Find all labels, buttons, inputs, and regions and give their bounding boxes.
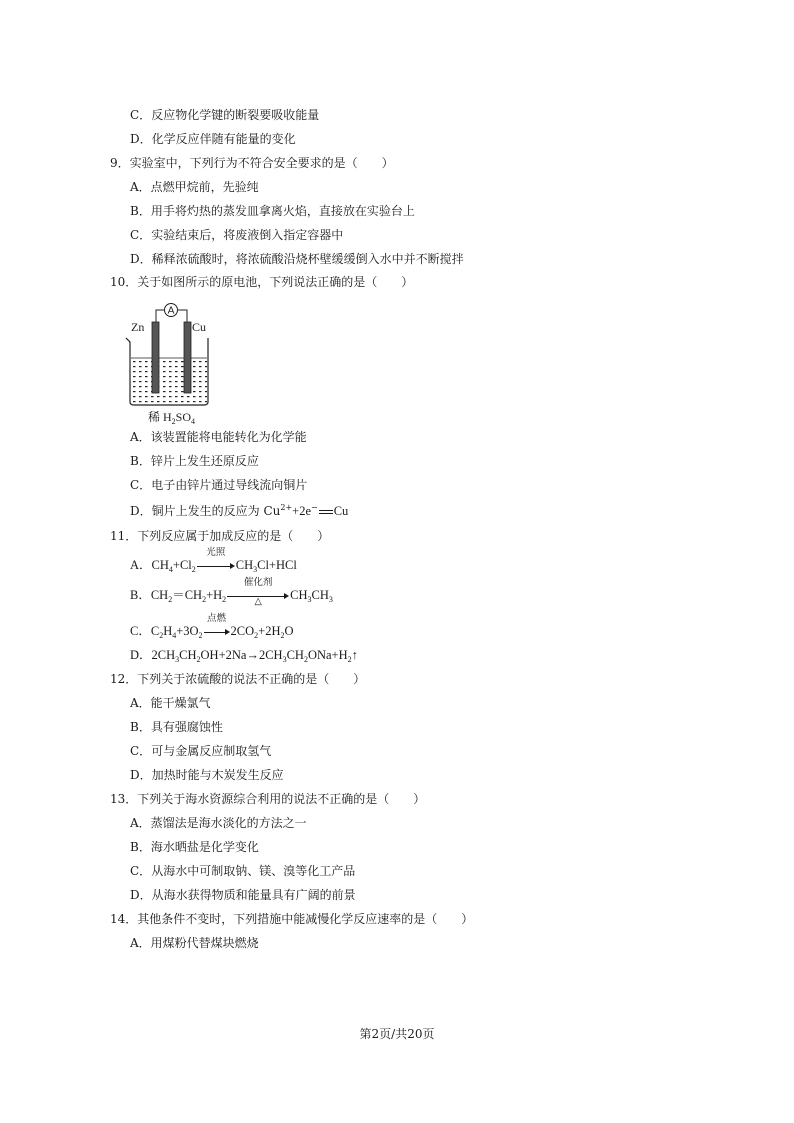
q12-option-d: D．加热时能与木炭发生反应: [130, 768, 284, 782]
q9-stem: 9．实验室中，下列行为不符合安全要求的是（ ）: [110, 156, 394, 170]
acid-solution: [131, 358, 207, 404]
q8-option-d: D．化学反应伴随有能量的变化: [130, 132, 296, 146]
q13-stem: 13．下列关于海水资源综合利用的说法不正确的是（ ）: [110, 792, 426, 806]
q9-option-b: B．用手将灼热的蒸发皿拿离火焰，直接放在实验台上: [130, 204, 415, 218]
reaction-arrow: 催化剂 △: [227, 588, 289, 604]
ammeter-label: A: [167, 305, 175, 317]
q11-option-b: B．$CH_2=CH_2+H_2$ 催化剂 △ $CH_3CH_3$: [130, 577, 333, 608]
products: $CH_3CH_3$: [290, 588, 333, 604]
q11-option-c: C．$C_2H_4+3O_2$ 点燃 $2CO_2+2H_2O$: [130, 613, 294, 640]
wire-left: [156, 310, 165, 322]
reaction-arrow: 点燃: [204, 624, 230, 640]
q10-option-b: B．锌片上发生还原反应: [130, 454, 259, 468]
page-footer: 第2页/共20页: [359, 1027, 435, 1041]
q9-option-a: A．点燃甲烷前，先验纯: [130, 180, 259, 194]
copper-electrode: [184, 322, 191, 393]
reactants: $C_2H_4+3O_2$: [150, 624, 203, 640]
q13-option-d: D．从海水获得物质和能量具有广阔的前景: [130, 888, 356, 902]
q14-stem: 14．其他条件不变时，下列措施中能减慢化学反应速率的是（ ）: [110, 912, 474, 926]
products: $CH_3Cl+HCl$: [235, 558, 297, 574]
galvanic-cell-figure: [120, 300, 220, 425]
equals-sign: [318, 507, 334, 517]
q8-option-c: C．反应物化学键的断裂要吸收能量: [130, 108, 320, 122]
reaction-arrow: 光照: [197, 558, 235, 574]
q13-option-b: B．海水晒盐是化学变化: [130, 840, 259, 854]
q9-option-d: D．稀释浓硫酸时，将浓硫酸沿烧杯壁缓缓倒入水中并不断搅拌: [130, 252, 464, 266]
q10-option-c: C．电子由锌片通过导线流向铜片: [130, 478, 308, 492]
q13-option-a: A．蒸馏法是海水淡化的方法之一: [130, 816, 307, 830]
equation: $2CH_3CH_2OH+2Na\to 2CH_3CH_2ONa+H_2↑$: [151, 648, 358, 664]
q12-stem: 12．下列关于浓硫酸的说法不正确的是（ ）: [110, 672, 366, 686]
products: $2CO_2+2H_2O$: [230, 624, 294, 640]
q14-option-a: A．用煤粉代替煤块燃烧: [130, 936, 259, 950]
zinc-electrode: [152, 322, 159, 393]
reactants: $CH_4+Cl_2$: [151, 558, 196, 574]
reactants: $CH_2=CH_2+H_2$: [150, 588, 227, 604]
solution-caption: 稀 $H_2SO_4$: [148, 410, 196, 425]
q11-option-a: A．$CH_4+Cl_2$ 光照 $CH_3Cl+HCl$: [130, 547, 297, 574]
cu-label: Cu: [192, 320, 207, 334]
zn-label: Zn: [131, 320, 145, 334]
q13-option-c: C．从海水中可制取钠、镁、溴等化工产品: [130, 864, 356, 878]
q12-option-c: C．可与金属反应制取氢气: [130, 744, 272, 758]
q11-stem: 11．下列反应属于加成反应的是（ ）: [110, 529, 330, 543]
q12-option-a: A．能干燥氯气: [130, 696, 211, 710]
q11-option-d: D．$2CH_3CH_2OH+2Na\to 2CH_3CH_2ONa+H_2↑$: [130, 648, 358, 664]
q10-option-a: A．该装置能将电能转化为化学能: [130, 430, 307, 444]
galvanic-cell-diagram: [120, 300, 220, 425]
q12-option-b: B．具有强腐蚀性: [130, 720, 223, 734]
q9-option-c: C．实验结束后，将废液倒入指定容器中: [130, 228, 344, 242]
q10-stem: 10．关于如图所示的原电池，下列说法正确的是（ ）: [110, 275, 414, 289]
wire-right: [177, 310, 187, 322]
q10-option-d: D．铜片上发生的反应为 $Cu^{2+}+2e^-$ Cu: [130, 503, 349, 518]
